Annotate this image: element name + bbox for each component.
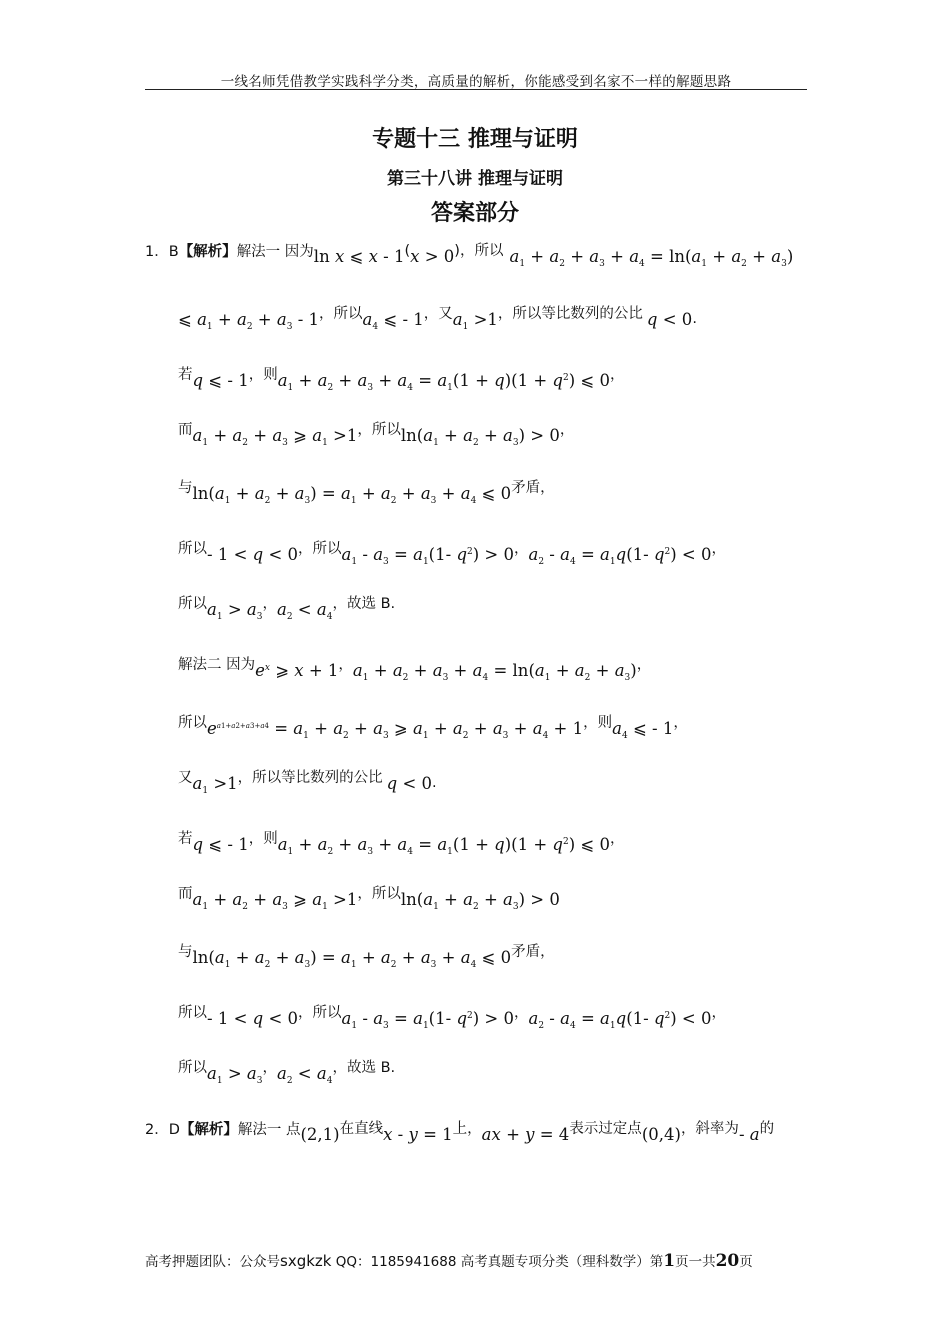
formula: $a_1 + a_2 + a_3 + a_4 = \ln(a_1 + a_2 + a_3)$ bbox=[509, 247, 794, 269]
formula: $a_1 + a_2 + a_3 + a_4 = a_1(1 + q)(1 + q^2)$ ⩽ 0 bbox=[277, 835, 610, 857]
formula: $a_2 - a_4 = a_1q(1-$ $q^2) < 0$ bbox=[528, 1009, 712, 1031]
formula: $\ln(a_1 + a_2 + a_3) > 0$ bbox=[400, 890, 560, 912]
q2-tag: 【解析】 bbox=[179, 1122, 238, 1138]
formula: $a_1 + a_2 + a_3 + a_4 = \ln(a_1 + a_2 + a_3)$ bbox=[352, 661, 637, 683]
formula: (0,4) bbox=[641, 1125, 681, 1144]
text-suoyi: 所以 bbox=[371, 886, 401, 902]
q1-line-4: 而$a_1 + a_2 + a_3$ ⩾ $a_1 >1$，所以$\ln(a_1 + a_2 + a_3) > 0$， bbox=[178, 422, 575, 448]
q2-number: 2．D bbox=[145, 1122, 180, 1138]
formula: $a_1 - a_3 = a_1(1-$ $q^2) > 0$ bbox=[341, 1009, 514, 1031]
text-common-ratio: 所以等比数列的公比 bbox=[252, 770, 383, 786]
formula: $\ln(a_1 + a_2 + a_3) = a_1 + a_2 + a_3 + a_4$ ⩽ 0 bbox=[192, 484, 512, 506]
footer bbox=[145, 1250, 753, 1271]
q1-line-8: 解法二 因为$e^x$ ⩾ x + 1，$a_1 + a_2 + a_3 + a_4 = \ln(a_1 + a_2 + a_3)$， bbox=[178, 657, 652, 683]
text-suoyi: 所以 bbox=[178, 541, 207, 557]
text-ruo: 若 bbox=[178, 831, 193, 847]
text-yu: 与 bbox=[178, 480, 193, 496]
q2-line-1 bbox=[145, 1121, 775, 1146]
text-ze: 则 bbox=[263, 367, 278, 383]
text-suoyi: 所以 bbox=[312, 1005, 342, 1021]
text-on-line: 在直线 bbox=[339, 1121, 384, 1137]
q1-line-13 bbox=[178, 944, 555, 975]
text-guxuan: ，故选 B. bbox=[332, 1060, 396, 1076]
formula: $a_1 >1$ bbox=[192, 774, 238, 796]
header-rule bbox=[145, 89, 807, 90]
text-ze: 则 bbox=[263, 831, 278, 847]
q1-line-7: 所以$a_1 > a_3$，$a_2 < a_4$，故选 B. bbox=[178, 596, 396, 622]
text-yu: 与 bbox=[178, 944, 193, 960]
formula: ln x ⩽ x - 1 bbox=[313, 247, 405, 266]
formula: $a_2 < a_4$ bbox=[276, 600, 333, 622]
text-de: 的 bbox=[759, 1121, 775, 1137]
footer-qq-label: QQ： bbox=[335, 1254, 371, 1270]
text-common-ratio: 所以等比数列的公比 bbox=[512, 306, 643, 322]
text-ruo: 若 bbox=[178, 367, 193, 383]
footer-team: 高考押题团队：公众号 bbox=[145, 1254, 280, 1270]
formula: $e^x$ ⩾ x + 1 bbox=[255, 661, 339, 680]
formula: $a_2 - a_4 = a_1q(1-$ $q^2) < 0$ bbox=[528, 545, 712, 567]
text-suoyi: 所以 bbox=[333, 306, 363, 322]
formula: x > 0 bbox=[410, 247, 455, 266]
formula: $a_4$ ⩽ - 1 bbox=[612, 719, 674, 741]
formula: q ⩽ - 1 bbox=[192, 835, 249, 854]
text-suoyi: 所以 bbox=[178, 596, 207, 612]
formula: - a bbox=[738, 1125, 760, 1144]
footer-page-mid: 页一共 bbox=[675, 1254, 716, 1270]
text-maodun: 矛盾， bbox=[511, 944, 555, 960]
formula: ax + y = 4 bbox=[481, 1125, 570, 1144]
q1-line-11: 若q ⩽ - 1，则$a_1 + a_2 + a_3 + a_4 = a_1(1 + q)(1 + q^2)$ ⩽ 0， bbox=[178, 831, 625, 857]
q1-line-15: 所以$a_1 > a_3$，$a_2 < a_4$，故选 B. bbox=[178, 1060, 396, 1086]
formula: q ⩽ - 1 bbox=[192, 371, 249, 390]
footer-qq-number: 1185941688 bbox=[370, 1254, 457, 1270]
text-suoyi: 所以 bbox=[178, 1005, 207, 1021]
q1-tag: 【解析】 bbox=[178, 244, 237, 260]
text-shang: 上， bbox=[452, 1121, 482, 1137]
text-you: 又 bbox=[178, 770, 193, 786]
formula: $a_1 > a_3$ bbox=[207, 600, 263, 622]
formula: x - y = 1 bbox=[383, 1125, 453, 1144]
q2-lead: 解法一 点 bbox=[237, 1122, 301, 1138]
footer-series: 高考真题专项分类（理科数学）第 bbox=[460, 1254, 664, 1270]
text-er: 而 bbox=[178, 886, 193, 902]
text-suoyi: 所以 bbox=[312, 541, 342, 557]
formula: $a_1 >1$ bbox=[452, 310, 498, 332]
q1-line-5 bbox=[178, 480, 555, 511]
formula: $a_1 - a_3 = a_1(1-$ $q^2) > 0$ bbox=[341, 545, 514, 567]
formula: q < 0 bbox=[646, 310, 693, 329]
text-guxuan: ，故选 B. bbox=[332, 596, 396, 612]
formula: $a_1 > a_3$ bbox=[207, 1064, 263, 1086]
footer-page-number: 1 bbox=[663, 1251, 676, 1271]
topic-title: 专题十三 推理与证明 bbox=[372, 127, 578, 152]
formula: $e^{a1+a2+a3+a4} = a_1 + a_2 + a_3$ ⩾ $a_1 + a_2 + a_3 + a_4 + 1$ bbox=[207, 719, 584, 741]
text-ze: 则 bbox=[597, 715, 613, 731]
formula: (2,1) bbox=[300, 1125, 340, 1144]
formula: q < 0 bbox=[386, 774, 433, 793]
text-suoyi: 所以 bbox=[178, 1060, 207, 1076]
text-suoyi: 所以 bbox=[474, 243, 504, 259]
formula: $a_1 + a_2 + a_3 + a_4 = a_1(1 + q)(1 + q^2)$ ⩽ 0 bbox=[277, 371, 610, 393]
formula: $a_1 + a_2 + a_3$ ⩾ $a_1 >1$ bbox=[192, 426, 358, 448]
q1-line-12: 而$a_1 + a_2 + a_3$ ⩾ $a_1 >1$，所以$\ln(a_1 + a_2 + a_3) > 0$ bbox=[178, 886, 560, 912]
formula: - 1 < q < 0 bbox=[207, 545, 299, 564]
q1-line-14: 所以- 1 < q < 0，所以$a_1 - a_3 = a_1(1-$ $q^2) > 0$，$a_2 - a_4 = a_1q(1-$ $q^2) < 0$， bbox=[178, 1005, 726, 1031]
q1-line-9: 所以$e^{a1+a2+a3+a4} = a_1 + a_2 + a_3$ ⩾ $a_1 + a_2 + a_3 + a_4 + 1$，则$a_4$ ⩽ - 1， bbox=[178, 715, 688, 741]
text-you: 又 bbox=[438, 306, 453, 322]
q1-line-10: 又$a_1 >1$，所以等比数列的公比 q < 0. bbox=[178, 770, 437, 796]
formula: ⩽ $a_1 + a_2 + a_3 - 1$ bbox=[178, 310, 320, 332]
q1-method1-label: 解法一 因为 bbox=[236, 244, 314, 260]
text-maodun: 矛盾， bbox=[511, 480, 555, 496]
text-slope-is: ，斜率为 bbox=[680, 1121, 739, 1137]
footer-page-total: 20 bbox=[715, 1251, 740, 1271]
q1-line-2: ⩽ $a_1 + a_2 + a_3 - 1$，所以$a_4$ ⩽ - 1，又$a_1 >1$，所以等比数列的公比 q < 0. bbox=[178, 306, 697, 332]
formula: $\ln(a_1 + a_2 + a_3) = a_1 + a_2 + a_3 + a_4$ ⩽ 0 bbox=[192, 948, 512, 970]
formula: - 1 < q < 0 bbox=[207, 1009, 299, 1028]
text-fixed-point: 表示过定点 bbox=[569, 1121, 642, 1137]
text-er: 而 bbox=[178, 422, 193, 438]
formula: $a_2 < a_4$ bbox=[276, 1064, 333, 1086]
footer-page-end: 页 bbox=[739, 1254, 753, 1270]
q1-method2-label: 解法二 因为 bbox=[178, 657, 256, 673]
footer-account: sxgkzk bbox=[280, 1252, 332, 1270]
q1-number: 1．B bbox=[145, 244, 179, 260]
text-suoyi: 所以 bbox=[371, 422, 401, 438]
q1-line-3: 若q ⩽ - 1，则$a_1 + a_2 + a_3 + a_4 = a_1(1 + q)(1 + q^2)$ ⩽ 0， bbox=[178, 367, 625, 393]
lecture-title: 第三十八讲 推理与证明 bbox=[387, 169, 563, 189]
text-suoyi: 所以 bbox=[178, 715, 207, 731]
formula: $a_4$ ⩽ - 1 bbox=[362, 310, 424, 332]
answers-title: 答案部分 bbox=[430, 201, 519, 226]
formula: $\ln(a_1 + a_2 + a_3) > 0$ bbox=[400, 426, 560, 448]
q1-line-1: 1．B【解析】解法一 因为ln x ⩽ x - 1(x > 0)，所以 $a_1 + a_2 + a_3 + a_4 = \ln(a_1 + a_2 + a_3)$ bbox=[145, 243, 794, 269]
formula: $a_1 + a_2 + a_3$ ⩾ $a_1 >1$ bbox=[192, 890, 358, 912]
header-tagline: 一线名师凭借教学实践科学分类，高质量的解析，你能感受到名家不一样的解题思路 bbox=[220, 74, 732, 90]
q1-line-6: 所以- 1 < q < 0，所以$a_1 - a_3 = a_1(1-$ $q^2) > 0$，$a_2 - a_4 = a_1q(1-$ $q^2) < 0$， bbox=[178, 541, 726, 567]
